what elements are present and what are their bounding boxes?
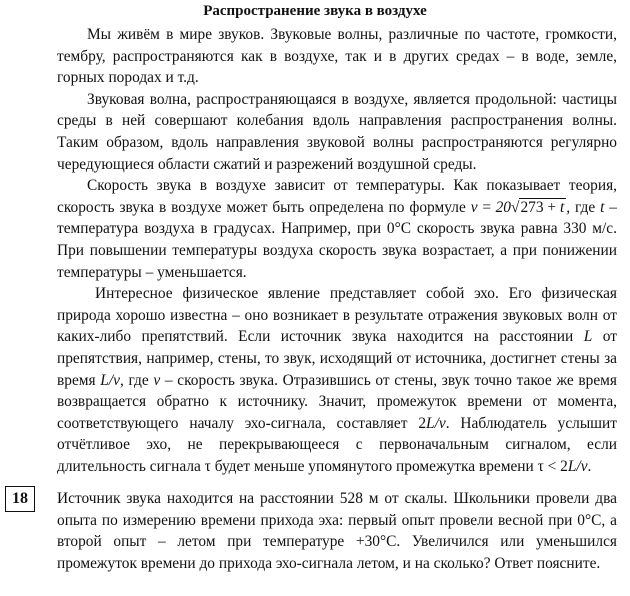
formula-lhs: v = 20: [470, 198, 512, 216]
paragraph-4-part-3: , где: [119, 371, 154, 389]
paragraph-3-after-2: – температура воздуха в градусах. Например, при 0°С скорость звука равна 330 м/с. При повышении температуры воздуха скорость звука возрастает, а при понижении температуры – уменьшается.: [57, 198, 617, 281]
paragraph-2: Звуковая волна, распространяющаяся в воздухе, является продольной: частицы среды в ней совершают колебания вдоль направления распространения волны. Таким образом, вдоль направления звуковой волны распространяются регулярно чередующиеся области сжатий и разрежений воздушной среды.: [57, 90, 617, 173]
formula-radicand-var: t: [559, 198, 565, 216]
paragraph-4: [57, 283, 617, 477]
expr-L-over-v-2: L/v: [426, 414, 446, 432]
sqrt-sign: √: [511, 198, 520, 216]
paragraph-3-intro: Скорость звука в воздухе зависит от температуры. Как показывает теория, скорость звука в воздухе может быть определена по формуле: [57, 177, 617, 216]
formula-radicand-number: 273 +: [520, 198, 560, 216]
question-text: Источник звука находится на расстоянии 528 м от скалы. Школьники провели два опыта по измерению времени прихода эха: первый опыт провели весной при 0°С, а второй опыт – летом при температуре +30°С. Увеличился или уменьшился промежуток времени до прихода эхо-сигнала летом, и на сколько? Ответ поясните.: [57, 490, 617, 572]
paragraph-1: Мы живём в мире звуков. Звуковые волны, различные по частоте, громкости, тембру, распространяются как в воздухе, так и в других средах – в воде, земле, горных породах и т.д.: [57, 26, 617, 87]
page-title: Распространение звука в воздухе: [203, 3, 427, 19]
paragraph-4-part-4: – скорость звука. Отразившись от стены, звук точно такое же время возвращается обратно к источнику. Значит, промежуток времени от момента, соответствующего началу эхо-сигнала, составляет 2: [57, 371, 617, 432]
paragraph-4-part-2: от препятствия, например, стены, то звук, исходящий от источника, достигнет стены за время: [57, 328, 617, 389]
question-number-box: 18: [5, 486, 35, 512]
paragraph-3-after-1: где: [570, 198, 601, 216]
var-L: L: [583, 328, 593, 346]
article-body: [57, 24, 617, 477]
expr-L-over-v-3: L/v: [567, 457, 588, 475]
formula-tail: ,: [566, 198, 571, 216]
var-t: t: [600, 198, 605, 216]
paragraph-4-part-5: . Наблюдатель услышит отчётливое эхо, не перекрывающееся с первоначальным сигналом, если длительность сигнала τ будет меньше упомянутого промежутка времени τ < 2: [57, 414, 617, 475]
paragraph-4-part-6: .: [587, 457, 592, 475]
formula-radicand: [519, 198, 566, 216]
paragraph-4-part-1: Интересное физическое явление представляет собой эхо. Его физическая природа хорошо известна – оно возникает в результате отражения звуковых волн от каких-либо препятствий. Если источник звука находится на расстоянии: [57, 285, 617, 346]
paragraph-3: [57, 175, 617, 283]
speed-formula: [471, 197, 570, 219]
var-v: v: [153, 371, 161, 389]
expr-L-over-v: L/v: [100, 371, 120, 389]
